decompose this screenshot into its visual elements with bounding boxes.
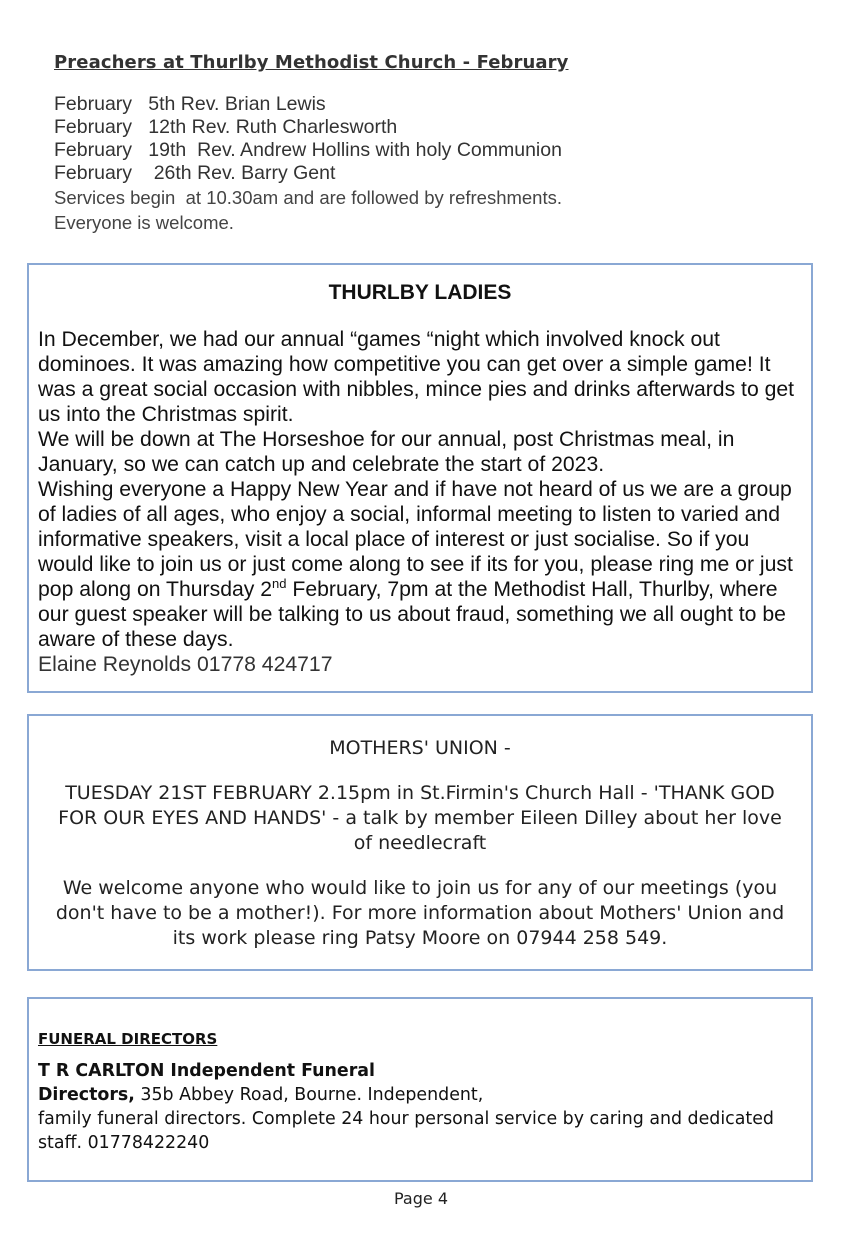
funeral-company-name-cont: Directors, — [38, 1085, 135, 1105]
ladies-paragraph-text: Wishing everyone a Happy New Year and if have not heard of us we are a group of ladies of all ages, who enjoy a social, informal meeting to listen to varied and informative speakers, visit a local place of interest or just socialise. So if you would like to join us or just come along to see if its for you, please ring me or just pop along on Thursday 2 — [38, 478, 793, 601]
thurlby-ladies-title: THURLBY LADIES — [328, 281, 512, 304]
services-note: Services begin at 10.30am and are followed by refreshments. — [54, 187, 563, 208]
ladies-paragraph-text: February, 7pm at the Methodist Hall, Thurlby, where our guest speaker will be talking to us about fraud, something we all ought to be aware of these days. — [38, 578, 786, 651]
thurlby-ladies-body — [38, 327, 808, 677]
mothers-union-welcome: We welcome anyone who would like to join us for any of our meetings (you don't have to be a mother!). For more information about Mothers' Union and its work please ring Patsy Moore on 07944 258 549. — [55, 877, 785, 949]
preacher-line: February 12th Rev. Ruth Charlesworth — [54, 116, 398, 138]
preachers-heading: Preachers at Thurlby Methodist Church - February — [54, 52, 569, 73]
funeral-directors-box — [27, 997, 813, 1182]
ladies-paragraph: In December, we had our annual “games “night which involved knock out dominoes. It was amazing how competitive you can get over a simple game! It was a great social occasion with nibbles, mince pies and drinks afterwards to get us into the Christmas spirit. — [38, 328, 795, 426]
funeral-address: 35b Abbey Road, Bourne. Independent, — [134, 1085, 484, 1105]
ordinal-suffix: nd — [272, 575, 287, 591]
funeral-heading: FUNERAL DIRECTORS — [38, 1030, 218, 1048]
mothers-union-event: TUESDAY 21ST FEBRUARY 2.15pm in St.Firmin's Church Hall - 'THANK GOD FOR OUR EYES AND HANDS' - a talk by member Eileen Dilley about her love of needlecraft — [58, 782, 782, 854]
thurlby-ladies-box — [27, 263, 813, 693]
funeral-details: family funeral directors. Complete 24 hour personal service by caring and dedicated staff. 01778422240 — [38, 1109, 774, 1153]
funeral-company-name: T R CARLTON Independent Funeral — [38, 1061, 375, 1081]
mothers-union-title: MOTHERS' UNION - — [329, 737, 511, 759]
mothers-union-box — [27, 714, 813, 971]
ladies-paragraph: We will be down at The Horseshoe for our annual, post Christmas meal, in January, so we can catch up and celebrate the start of 2023. — [38, 428, 735, 476]
funeral-text — [38, 1059, 798, 1155]
page-number: Page 4 — [394, 1189, 448, 1208]
ladies-signature: Elaine Reynolds 01778 424717 — [38, 653, 333, 676]
preacher-line: February 5th Rev. Brian Lewis — [54, 93, 326, 115]
ladies-paragraph — [38, 477, 808, 652]
welcome-note: Everyone is welcome. — [54, 212, 234, 233]
preacher-line: February 19th Rev. Andrew Hollins with holy Communion — [54, 139, 562, 161]
preacher-line: February 26th Rev. Barry Gent — [54, 162, 336, 184]
preachers-section — [54, 52, 834, 235]
